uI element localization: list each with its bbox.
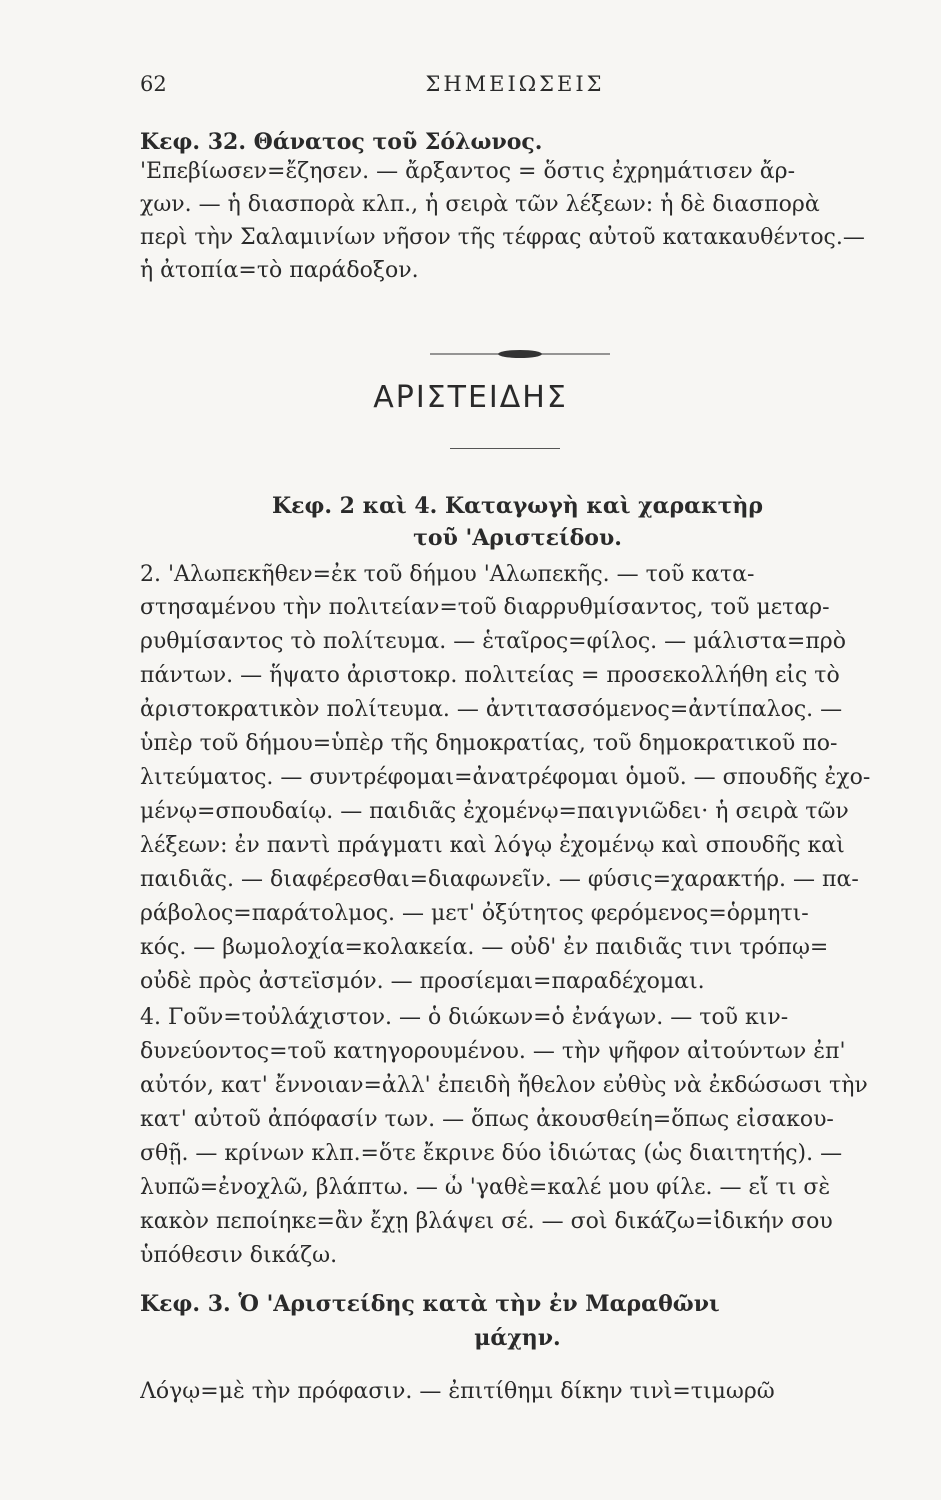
text-line: παιδιᾶς. — διαφέρεσθαι=διαφωνεῖν. — φύσις=χαρακτήρ. — πα- xyxy=(140,867,859,892)
text-line: περὶ τὴν Σαλαμινίων νῆσον τῆς τέφρας αὐτοῦ κατακαυθέντος.— xyxy=(140,225,865,250)
text-line: οὐδὲ πρὸς ἀστεϊσμόν. — προσίεμαι=παραδέχομαι. xyxy=(140,969,705,994)
text-line: δυνεύοντος=τοῦ κατηγορουμένου. — τὴν ψῆφον αἰτούντων ἐπ' xyxy=(140,1039,846,1064)
text-line: σθῇ. — κρίνων κλπ.=ὅτε ἔκρινε δύο ἰδιώτας (ὡς διαιτητής). — xyxy=(140,1141,843,1166)
text-line: χων. — ἡ διασπορὰ κλπ., ἡ σειρὰ τῶν λέξεων: ἡ δὲ διασπορὰ xyxy=(140,192,820,217)
text-line: Λόγῳ=μὲ τὴν πρόφασιν. — ἐπιτίθημι δίκην τινὶ=τιμωρῶ xyxy=(140,1379,775,1404)
text-line: ἀριστοκρατικὸν πολίτευμα. — ἀντιτασσόμενος=ἀντίπαλος. — xyxy=(140,697,843,722)
page-number: 62 xyxy=(140,72,167,96)
text-line: πάντων. — ἥψατο ἀριστοκρ. πολιτείας = προσεκολλήθη εἰς τὸ xyxy=(140,663,840,688)
text-line: λιτεύματος. — συντρέφομαι=ἀνατρέφομαι ὁμοῦ. — σπουδῆς ἐχο- xyxy=(140,765,871,790)
page-header xyxy=(140,72,890,102)
text-line: ὑπόθεσιν δικάζω. xyxy=(140,1243,338,1268)
text-line: λέξεων: ἐν παντὶ πράγματι καὶ λόγῳ ἐχομένῳ καὶ σπουδῆς καὶ xyxy=(140,833,845,858)
section-heading-kef3-line2: μάχην. xyxy=(474,1325,561,1351)
running-head: ΣΗΜΕΙΩΣΕΙΣ xyxy=(425,72,605,96)
text-line: στησαμένου τὴν πολιτείαν=τοῦ διαρρυθμίσαντος, τοῦ μεταρ- xyxy=(140,595,830,620)
text-line: 2. 'Αλωπεκῆθεν=ἐκ τοῦ δήμου 'Αλωπεκῆς. — τοῦ κατα- xyxy=(140,562,755,587)
text-line: ὑπὲρ τοῦ δήμου=ὑπὲρ τῆς δημοκρατίας, τοῦ δημοκρατικοῦ πο- xyxy=(140,731,838,756)
text-line: κός. — βωμολοχία=κολακεία. — οὐδ' ἐν παιδιᾶς τινι τρόπῳ= xyxy=(140,935,829,960)
chapter-title: ΑΡΙΣΤΕΙΔΗΣ xyxy=(373,380,568,415)
section-heading-kef3: Κεφ. 3. Ὁ 'Αριστείδης κατὰ τὴν ἐν Μαραθῶνι xyxy=(140,1291,720,1317)
text-line: ρυθμίσαντος τὸ πολίτευμα. — ἑταῖρος=φίλος. — μάλιστα=πρὸ xyxy=(140,629,846,654)
section-heading-kef2-line2: τοῦ 'Αριστείδου. xyxy=(413,525,622,551)
text-line: 'Επεβίωσεν=ἔζησεν. — ἄρξαντος = ὅστις ἐχρημάτισεν ἄρ- xyxy=(140,159,796,184)
section-heading-kef32: Κεφ. 32. Θάνατος τοῦ Σόλωνος. xyxy=(140,129,543,155)
text-line: κακὸν πεποίηκε=ἂν ἔχῃ βλάψει σέ. — σοὶ δικάζω=ἰδικήν σου xyxy=(140,1209,833,1234)
text-line: ἡ ἀτοπία=τὸ παράδοξον. xyxy=(140,258,419,283)
text-line: αὐτόν, κατ' ἔννοιαν=ἀλλ' ἐπειδὴ ἤθελον εὐθὺς νὰ ἐκδώσωσι τὴν xyxy=(140,1073,868,1098)
text-line: ράβολος=παράτολμος. — μετ' ὀξύτητος φερόμενος=ὁρμητι- xyxy=(140,901,809,926)
ornament-divider xyxy=(430,348,610,360)
section-heading-kef2: Κεφ. 2 καὶ 4. Καταγωγὴ καὶ χαρακτὴρ xyxy=(271,493,764,519)
title-rule xyxy=(450,448,560,449)
text-line: κατ' αὐτοῦ ἀπόφασίν των. — ὅπως ἀκουσθείη=ὅπως εἰσακου- xyxy=(140,1107,834,1132)
text-line: 4. Γοῦν=τοὐλάχιστον. — ὁ διώκων=ὁ ἐνάγων. — τοῦ κιν- xyxy=(140,1005,789,1030)
text-line: μένῳ=σπουδαίῳ. — παιδιᾶς ἐχομένῳ=παιγνιῶδει· ἡ σειρὰ τῶν xyxy=(140,799,849,824)
text-line: λυπῶ=ἐνοχλῶ, βλάπτω. — ὦ 'γαθὲ=καλέ μου φίλε. — εἴ τι σὲ xyxy=(140,1175,831,1200)
